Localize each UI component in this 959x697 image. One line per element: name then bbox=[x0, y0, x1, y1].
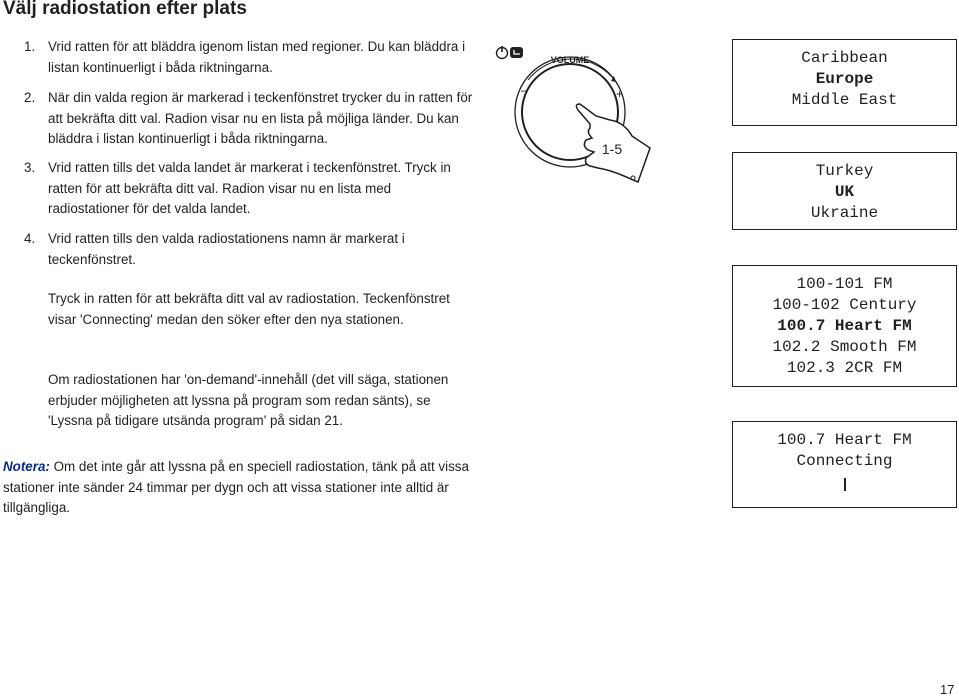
display-countries bbox=[732, 152, 957, 230]
display-line: 100-102 Century bbox=[772, 296, 917, 314]
progress-cursor bbox=[844, 478, 846, 491]
display-line: 102.2 Smooth FM bbox=[772, 338, 917, 356]
step-2 bbox=[24, 88, 473, 150]
display-line-selected: 100.7 Heart FM bbox=[777, 317, 912, 335]
note-label: Notera: bbox=[3, 459, 50, 474]
volume-label: VOLUME bbox=[550, 55, 590, 65]
step-3 bbox=[24, 158, 473, 220]
page-number: 17 bbox=[940, 682, 955, 697]
volume-plus-label: + bbox=[616, 87, 624, 101]
display-line: 100.7 Heart FM bbox=[777, 431, 912, 449]
preset-label: 1-5 bbox=[601, 141, 623, 157]
note-text: Om det inte går att lyssna på en speciell radiostation, tänk på att vissa stationer inte sänder 24 timmar per dygn och att vissa stationer inte alltid är tillgängliga. bbox=[3, 459, 469, 515]
display-stations bbox=[732, 265, 957, 387]
display-line-selected: Europe bbox=[815, 70, 874, 88]
step-number: 3. bbox=[24, 160, 36, 175]
display-line: 102.3 2CR FM bbox=[786, 359, 903, 377]
display-connecting bbox=[732, 421, 957, 508]
back-icon bbox=[510, 47, 523, 58]
on-demand-paragraph: Om radiostationen har 'on-demand'-innehåll (det vill säga, stationen erbjuder möjligheten att lyssna på program som redan sänts), se 'Lyssna på tidigare utsända program' på sidan 21. bbox=[48, 372, 449, 428]
display-line: Caribbean bbox=[801, 49, 888, 67]
step-4 bbox=[24, 229, 473, 270]
step-text: Vrid ratten tills det valda landet är markerat i teckenfönstret. Tryck in ratten för att bekräfta ditt val. Radion visar nu en lista med radiostationer för det valda landet. bbox=[48, 160, 451, 216]
display-line-selected: UK bbox=[834, 183, 855, 201]
display-regions bbox=[732, 39, 957, 126]
page-title: Välj radiostation efter plats bbox=[3, 0, 247, 19]
display-line: Turkey bbox=[815, 162, 874, 180]
power-icon bbox=[497, 46, 508, 59]
volume-minus-label: – bbox=[521, 83, 528, 97]
confirm-paragraph: Tryck in ratten för att bekräfta ditt val av radiostation. Teckenfönstret visar 'Connecting' medan den söker efter den nya stationen. bbox=[48, 291, 450, 327]
step-1 bbox=[24, 37, 473, 78]
step-number: 2. bbox=[24, 90, 36, 105]
step-number: 4. bbox=[24, 231, 36, 246]
step-text: Vrid ratten tills den valda radiostationens namn är markerat i teckenfönstret. bbox=[48, 231, 405, 267]
step-number: 1. bbox=[24, 39, 36, 54]
display-line: Connecting bbox=[796, 452, 893, 470]
step-text: När din valda region är markerad i teckenfönstret trycker du in ratten för att bekräfta ditt val. Radion visar nu en lista på möjliga länder. Du kan bläddra i listan kontinuerligt i båda riktningarna. bbox=[48, 90, 473, 146]
display-line: Ukraine bbox=[810, 204, 879, 222]
step-text: Vrid ratten för att bläddra igenom listan med regioner. Du kan bläddra i listan kontinuerligt i båda riktningarna. bbox=[48, 39, 466, 75]
display-line: Middle East bbox=[791, 91, 898, 109]
volume-knob-illustration bbox=[490, 40, 665, 190]
note bbox=[3, 457, 473, 519]
display-line: 100-101 FM bbox=[796, 275, 893, 293]
